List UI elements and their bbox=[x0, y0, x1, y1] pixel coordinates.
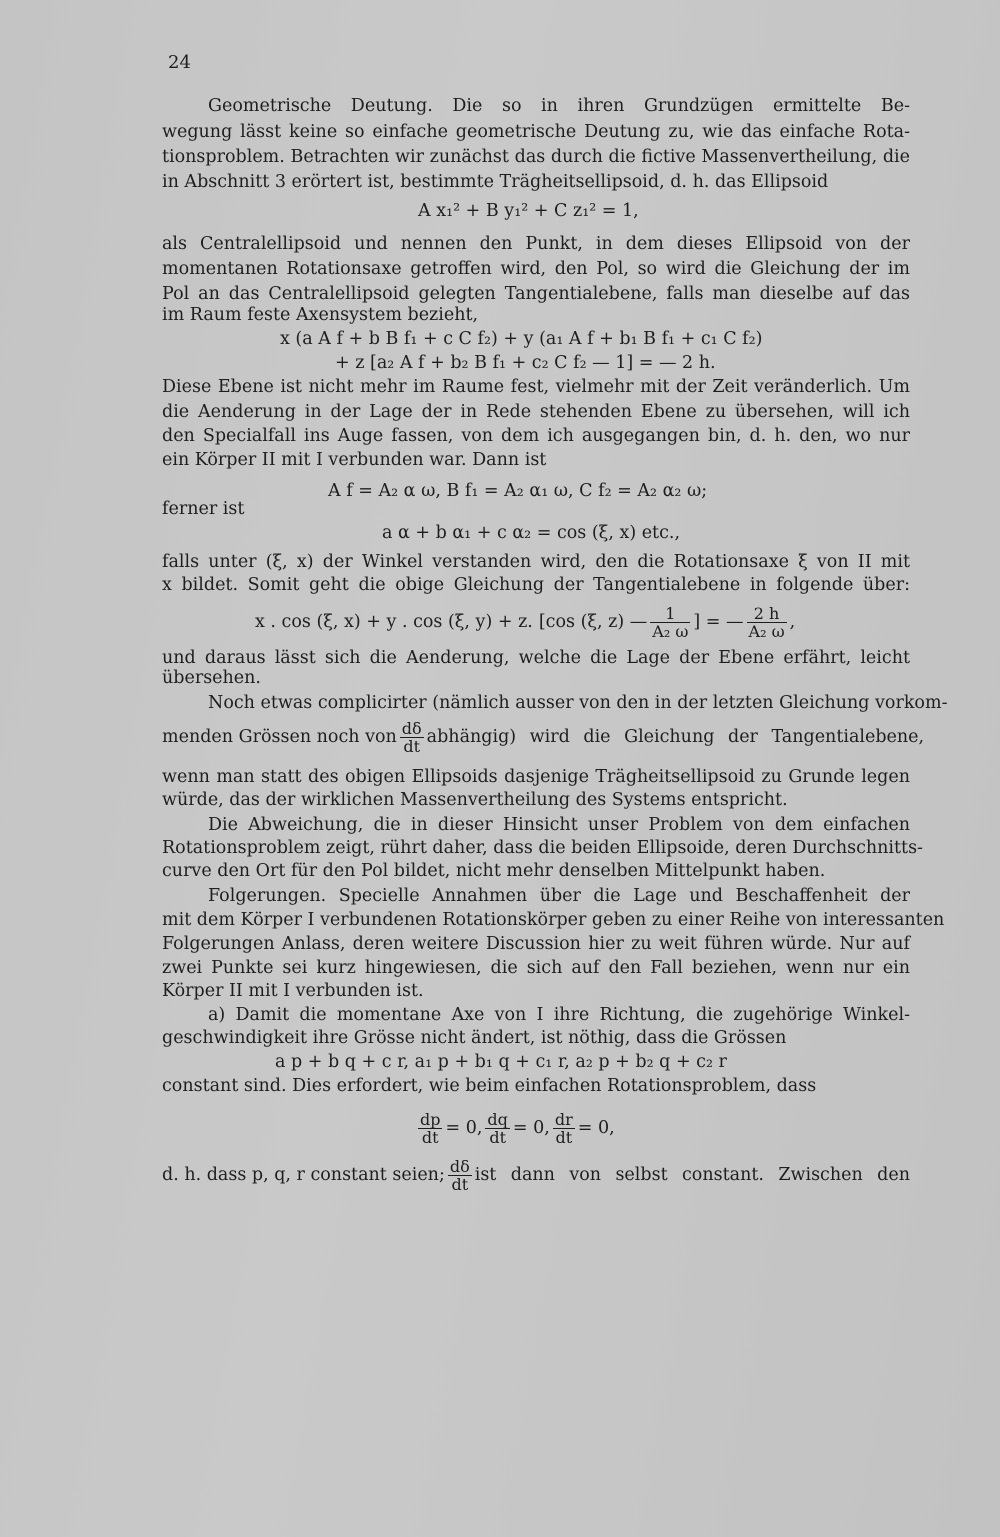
equation-derivatives bbox=[415, 1104, 615, 1152]
text-line: Die Abweichung, die in dieser Hinsicht unser Problem von dem einfachen bbox=[208, 815, 910, 835]
fraction-denominator: dt bbox=[489, 1127, 506, 1147]
fraction-dq-dt bbox=[485, 1111, 509, 1146]
text-line: den Specialfall ins Auge fassen, von dem ich ausgegangen bin, d. h. den, wo nur bbox=[162, 426, 910, 446]
text-segment: d. h. dass p, q, r constant seien; bbox=[162, 1165, 445, 1185]
equals-zero: = 0, bbox=[512, 1118, 550, 1138]
text-line: Diese Ebene ist nicht mehr im Raume fest, vielmehr mit der Zeit veränderlich. Um bbox=[162, 377, 910, 397]
fraction-denominator: dt bbox=[451, 1174, 469, 1194]
text-line: ferner ist bbox=[162, 499, 245, 519]
equals-zero: = 0, bbox=[577, 1118, 615, 1138]
text-line: die Aenderung in der Lage der in Rede stehenden Ebene zu übersehen, will ich bbox=[162, 402, 910, 422]
page-number: 24 bbox=[168, 52, 191, 73]
text-line: würde, das der wirklichen Massenvertheilung des Systems entspricht. bbox=[162, 790, 788, 810]
fraction-denominator: dt bbox=[555, 1127, 573, 1147]
equation-tail: , bbox=[789, 612, 796, 632]
text-line-with-fraction bbox=[162, 1152, 910, 1198]
text-line: im Raum feste Axensystem bezieht, bbox=[162, 305, 479, 325]
fraction bbox=[747, 605, 787, 640]
equation-ellipsoid: A x₁² + B y₁² + C z₁² = 1, bbox=[418, 201, 639, 221]
text-line: Geometrische Deutung. Die so in ihren Grundzügen ermittelte Be- bbox=[208, 96, 910, 116]
text-line: zwei Punkte sei kurz hingewiesen, die sich auf den Fall beziehen, wenn nur ein bbox=[162, 958, 910, 978]
text-line: momentanen Rotationsaxe getroffen wird, den Pol, so wird die Gleichung der im bbox=[162, 259, 910, 279]
text-line: curve den Ort für den Pol bildet, nicht mehr denselben Mittelpunkt haben. bbox=[162, 861, 826, 881]
text-line: ein Körper II mit I verbunden war. Dann ist bbox=[162, 450, 547, 470]
text-line: in Abschnitt 3 erörtert ist, bestimmte Trägheitsellipsoid, d. h. das Ellipsoid bbox=[162, 172, 829, 192]
fraction-denominator: A₂ ω bbox=[748, 621, 785, 641]
text-line: Pol an das Centralellipsoid gelegten Tangentialebene, falls man dieselbe auf das bbox=[162, 284, 910, 304]
bracket-open: [cos (ξ, z) — bbox=[538, 612, 648, 632]
text-segment: abhängig) wird die Gleichung der Tangentialebene, bbox=[426, 727, 925, 747]
text-line: als Centralellipsoid und nennen den Punkt, in dem dieses Ellipsoid von der bbox=[162, 234, 910, 254]
fraction-ddelta-dt bbox=[448, 1158, 472, 1193]
equals-zero: = 0, bbox=[445, 1118, 483, 1138]
fraction-numerator: dp bbox=[420, 1109, 441, 1129]
fraction bbox=[650, 605, 690, 640]
text-line: Körper II mit I verbunden ist. bbox=[162, 981, 424, 1001]
text-line: a) Damit die momentane Axe von I ihre Richtung, die zugehörige Winkel- bbox=[208, 1005, 910, 1025]
fraction-numerator: dq bbox=[487, 1109, 508, 1129]
equation-cos: a α + b α₁ + c α₂ = cos (ξ, x) etc., bbox=[382, 523, 681, 543]
text-line: Rotationsproblem zeigt, rührt daher, dass die beiden Ellipsoide, deren Durchschnitts- bbox=[162, 838, 923, 858]
fraction-numerator: dr bbox=[554, 1109, 573, 1129]
fraction-numerator: 1 bbox=[650, 605, 690, 623]
text-line: tionsproblem. Betrachten wir zunächst das durch die fictive Massenvertheilung, die bbox=[162, 147, 910, 167]
text-line: constant sind. Dies erfordert, wie beim einfachen Rotationsproblem, dass bbox=[162, 1076, 817, 1096]
bracket-close: ] = — bbox=[693, 612, 744, 632]
text-line: Folgerungen Anlass, deren weitere Discussion hier zu weit führen würde. Nur auf bbox=[162, 934, 910, 954]
text-line: Folgerungen. Specielle Annahmen über die Lage und Beschaffenheit der bbox=[208, 886, 910, 906]
equation-tangent-plane-2: + z [a₂ A f + b₂ B f₁ + c₂ C f₂ — 1] = — 2 h. bbox=[335, 353, 716, 373]
text-segment: ist dann von selbst constant. Zwischen den bbox=[474, 1165, 910, 1185]
text-line-with-fraction bbox=[162, 714, 924, 760]
text-line: geschwindigkeit ihre Grösse nicht ändert, ist nöthig, dass die Grössen bbox=[162, 1028, 787, 1048]
fraction-dp-dt bbox=[418, 1111, 442, 1146]
equation-constants: a p + b q + c r, a₁ p + b₁ q + c₁ r, a₂ p + b₂ q + c₂ r bbox=[275, 1052, 727, 1072]
fraction-denominator: dt bbox=[403, 736, 421, 756]
equation-tangent-plane-xi bbox=[255, 597, 795, 647]
fraction-denominator: A₂ ω bbox=[652, 621, 689, 641]
fraction-denominator: dt bbox=[421, 1127, 439, 1147]
text-line: und daraus lässt sich die Aenderung, welche die Lage der Ebene erfährt, leicht bbox=[162, 648, 910, 668]
fraction-numerator: dδ bbox=[449, 1156, 470, 1176]
text-line: mit dem Körper I verbundenen Rotationskörper geben zu einer Reihe von interessanten bbox=[162, 910, 945, 930]
text-line: wegung lässt keine so einfache geometrische Deutung zu, wie das einfache Rota- bbox=[162, 122, 910, 142]
fraction-numerator: 2 h bbox=[747, 605, 787, 623]
text-line: wenn man statt des obigen Ellipsoids dasjenige Trägheitsellipsoid zu Grunde legen bbox=[162, 767, 910, 787]
equation-f-values: A f = A₂ α ω, B f₁ = A₂ α₁ ω, C f₂ = A₂ α₂ ω; bbox=[328, 481, 708, 501]
text-line: übersehen. bbox=[162, 668, 261, 688]
fraction-ddelta-dt bbox=[400, 720, 424, 755]
text-line: x bildet. Somit geht die obige Gleichung der Tangentialebene in folgende über: bbox=[162, 575, 910, 595]
fraction-numerator: dδ bbox=[401, 718, 422, 738]
text-segment: menden Grössen noch von bbox=[162, 727, 397, 747]
text-line: falls unter (ξ, x) der Winkel verstanden wird, den die Rotationsaxe ξ von II mit bbox=[162, 552, 910, 572]
fraction-dr-dt bbox=[553, 1111, 575, 1146]
equation-tangent-plane-1: x (a A f + b B f₁ + c C f₂) + y (a₁ A f + b₁ B f₁ + c₁ C f₂) bbox=[280, 329, 763, 349]
equation-lhs: x . cos (ξ, x) + y . cos (ξ, y) + z. bbox=[255, 612, 533, 632]
text-line: Noch etwas complicirter (nämlich ausser von den in der letzten Gleichung vorkom- bbox=[208, 693, 948, 713]
